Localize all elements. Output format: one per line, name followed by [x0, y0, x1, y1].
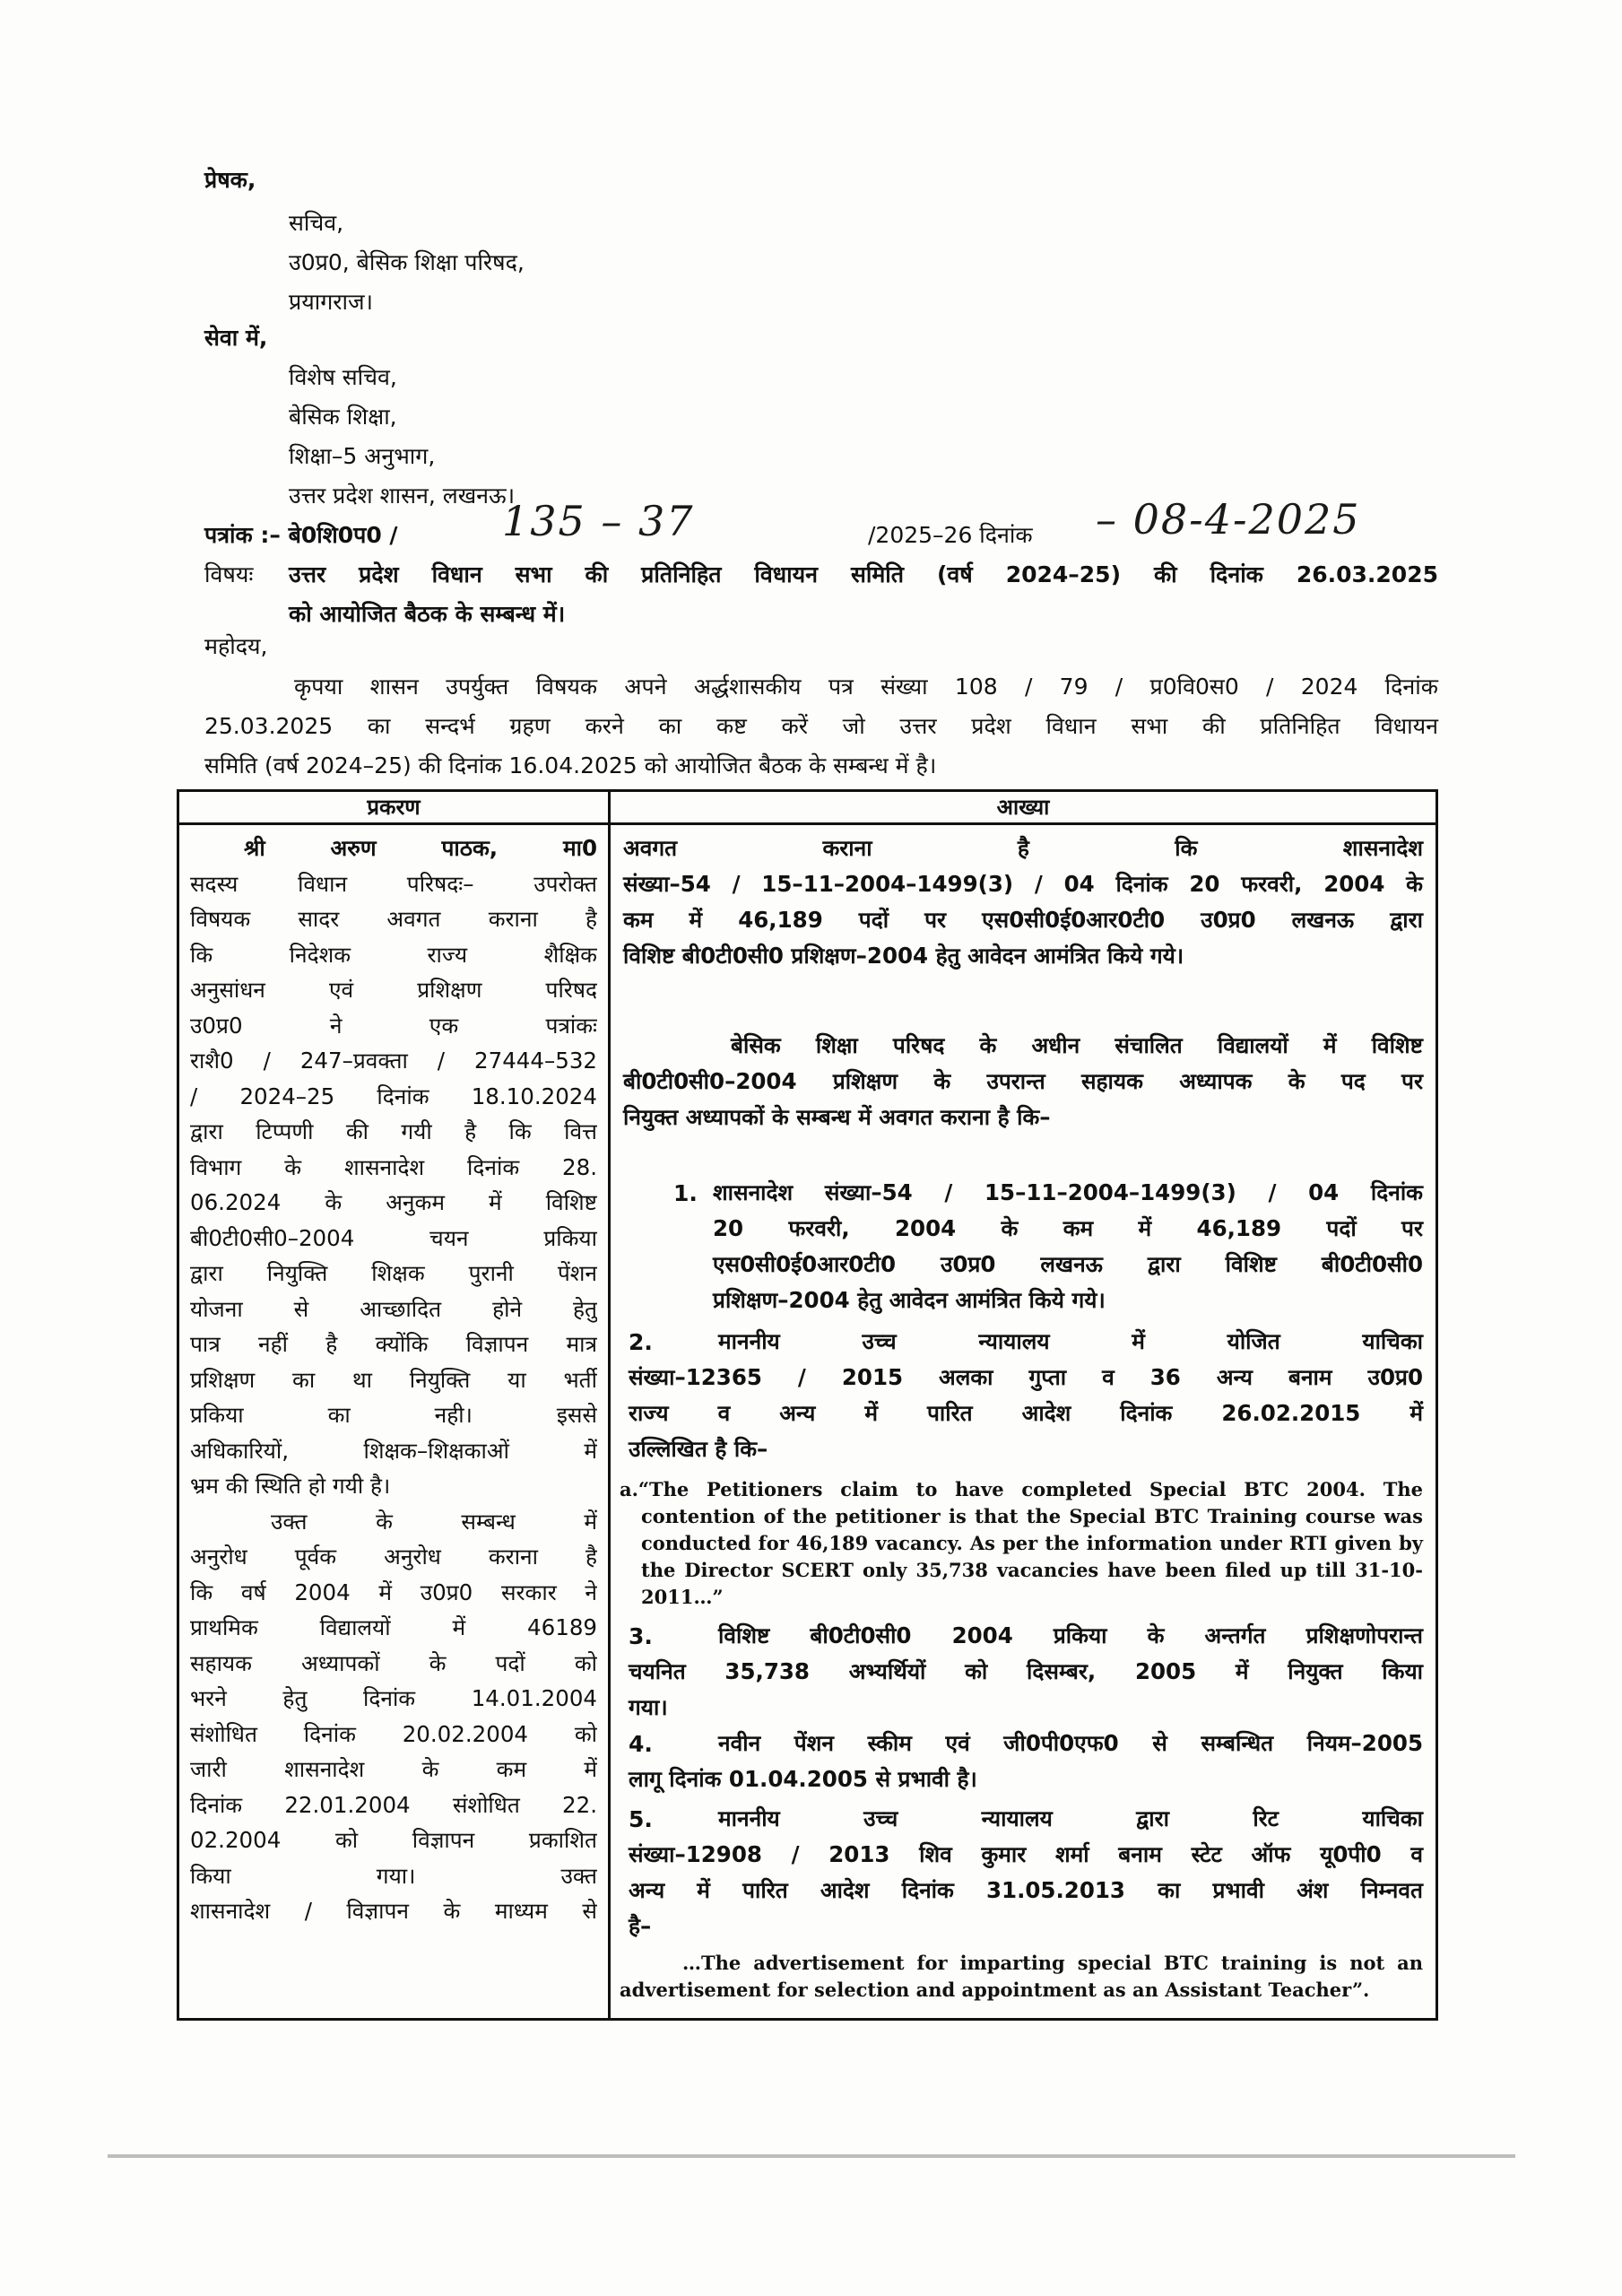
- item-2-line: राज्य व अन्य में पारित आदेश दिनांक 26.02.2015 में: [629, 1400, 1423, 1426]
- prakaran-line: उक्त के सम्बन्ध में: [271, 1508, 597, 1535]
- quote-a-line: contention of the petitioner is that the Special BTC Training course was: [641, 1505, 1423, 1527]
- item-2-number: 2.: [629, 1329, 653, 1355]
- prakaran-line: सहायक अध्यापकों के पदों को: [190, 1649, 597, 1676]
- item-2-line: उल्लिखित है कि–: [629, 1436, 768, 1462]
- item-1-number: 1.: [673, 1180, 698, 1206]
- aakhya-line: विशिष्ट बी0टी0सी0 प्रशिक्षण–2004 हेतु आवेदन आमंत्रित किये गये।: [623, 943, 1184, 969]
- salutation: महोदय,: [204, 633, 268, 659]
- quote-a-line: a.“The Petitioners claim to have completed Special BTC 2004. The: [620, 1478, 1423, 1500]
- prakaran-line: दिनांक 22.01.2004 संशोधित 22.: [190, 1791, 597, 1818]
- sender-line-2: उ0प्र0, बेसिक शिक्षा परिषद,: [289, 249, 525, 275]
- item-1-line: प्रशिक्षण–2004 हेतु आवेदन आमंत्रित किये गये।: [713, 1287, 1106, 1313]
- ref-prefix: पत्रांक :– बे0शि0प0 /: [204, 522, 398, 548]
- page-bottom-rule: [108, 2154, 1515, 2158]
- aakhya-line: संख्या–54 / 15–11–2004–1499(3) / 04 दिनांक 20 फरवरी, 2004 के: [623, 871, 1423, 897]
- prakaran-line: भरने हेतु दिनांक 14.01.2004: [190, 1685, 597, 1711]
- item-4-line: लागू दिनांक 01.04.2005 से प्रभावी है।: [629, 1766, 977, 1792]
- item-5-line: माननीय उच्च न्यायालय द्वारा रिट याचिका: [718, 1805, 1423, 1831]
- recipient-line-4: उत्तर प्रदेश शासन, लखनऊ।: [289, 483, 516, 509]
- aakhya-line: कम में 46,189 पदों पर एस0सी0ई0आर0टी0 उ0प्र0 लखनऊ द्वारा: [623, 907, 1423, 933]
- item-3-line: चयनित 35,738 अभ्यर्थियों को दिसम्बर, 2005 में नियुक्त किया: [629, 1658, 1423, 1684]
- quote-a-line: conducted for 46,189 vacancy. As per the information under RTI given by: [641, 1532, 1423, 1554]
- recipient-line-2: बेसिक शिक्षा,: [289, 404, 397, 430]
- subject-line-2: को आयोजित बैठक के सम्बन्ध में।: [289, 601, 566, 627]
- aakhya-cell: [610, 824, 1437, 2020]
- prakaran-text: [179, 825, 608, 1929]
- prakaran-line: विषयक सादर अवगत कराना है: [190, 906, 597, 932]
- quote-a-line: the Director SCERT only 35,738 vacancies have been filed up till 31-10-: [641, 1559, 1423, 1581]
- recipient-line-3: शिक्षा–5 अनुभाग,: [289, 443, 436, 469]
- sender-line-3: प्रयागराज।: [289, 289, 374, 315]
- prakaran-line: प्रशिक्षण का था नियुक्ति या भर्ती: [190, 1366, 597, 1393]
- item-1: [713, 1175, 1423, 1318]
- item-5-line: संख्या–12908 / 2013 शिव कुमार शर्मा बनाम स्टेट ऑफ यू0पी0 व: [629, 1841, 1423, 1867]
- prakaran-line: विभाग के शासनादेश दिनांक 28.: [190, 1153, 597, 1180]
- aakhya-para-2: [623, 1028, 1423, 1135]
- intro-line: समिति (वर्ष 2024–25) की दिनांक 16.04.2025 को आयोजित बैठक के सम्बन्ध में है।: [204, 752, 937, 778]
- aakhya-line: अवगत कराना है कि शासनादेश: [623, 835, 1423, 861]
- item-1-line: 20 फरवरी, 2004 के कम में 46,189 पदों पर: [713, 1215, 1423, 1241]
- item-3-number: 3.: [629, 1623, 653, 1649]
- prakaran-line: संशोधित दिनांक 20.02.2004 को: [190, 1720, 597, 1747]
- header-aakhya: आख्या: [610, 791, 1437, 824]
- prakaran-line: शासनादेश / विज्ञापन के माध्यम से: [190, 1898, 597, 1924]
- subject-line-1: उत्तर प्रदेश विधान सभा की प्रतिनिहित विधायन समिति (वर्ष 2024–25) की दिनांक 26.03.2025: [289, 561, 1438, 587]
- aakhya-line: बेसिक शिक्षा परिषद के अधीन संचालित विद्यालयों में विशिष्ट: [731, 1032, 1423, 1058]
- ref-handwritten-number: 135 – 37: [502, 497, 695, 545]
- prakaran-line: बी0टी0सी0–2004 चयन प्रकिया: [190, 1224, 597, 1251]
- prakaran-line: कि वर्ष 2004 में उ0प्र0 सरकार ने: [190, 1578, 597, 1605]
- aakhya-line: बी0टी0सी0–2004 प्रशिक्षण के उपरान्त सहायक अध्यापक के पद पर: [623, 1068, 1423, 1094]
- prakaran-cell: [178, 824, 610, 2020]
- ref-handwritten-date: – 08-4-2025: [1096, 495, 1361, 544]
- recipient-line-1: विशेष सचिव,: [289, 364, 397, 390]
- prakaran-line: किया गया। उक्त: [190, 1862, 597, 1889]
- prakaran-line: भ्रम की स्थिति हो गयी है।: [190, 1473, 391, 1499]
- item-3-line: विशिष्ट बी0टी0सी0 2004 प्रकिया के अन्तर्गत प्रशिक्षणोपरान्त: [718, 1622, 1423, 1648]
- prakaran-line: अनुसांधन एवं प्रशिक्षण परिषद: [190, 977, 597, 1003]
- sender-label: प्रेषक,: [204, 167, 256, 193]
- prakaran-line: पात्र नहीं है क्योंकि विज्ञापन मात्र: [190, 1331, 597, 1357]
- recipient-label: सेवा में,: [204, 325, 268, 351]
- item-1-line: शासनादेश संख्या–54 / 15–11–2004–1499(3) / 04 दिनांक: [713, 1179, 1423, 1205]
- item-4: [629, 1726, 1423, 1797]
- aakhya-line: नियुक्त अध्यापकों के सम्बन्ध में अवगत कराना है कि–: [623, 1104, 1051, 1130]
- prakaran-line: उ0प्र0 ने एक पत्रांकः: [190, 1012, 597, 1039]
- prakaran-line: द्वारा टिप्पणी की गयी है कि वित्त: [190, 1118, 597, 1144]
- item-4-number: 4.: [629, 1731, 653, 1757]
- prakaran-line: अधिकारियों, शिक्षक–शिक्षकाओं में: [190, 1437, 597, 1464]
- prakaran-line: जारी शासनादेश के कम में: [190, 1756, 597, 1782]
- prakaran-line: द्वारा नियुक्ति शिक्षक पुरानी पेंशन: [190, 1260, 597, 1286]
- intro-line: कृपया शासन उपर्युक्त विषयक अपने अर्द्धशासकीय पत्र संख्या 108 / 79 / प्र0वि0स0 / 2024 दिनांक: [294, 674, 1438, 700]
- sender-line-1: सचिव,: [289, 210, 344, 236]
- item-5-line: है–: [629, 1913, 652, 1939]
- aakhya-intro: [623, 831, 1423, 974]
- ref-year: /2025–26 दिनांक: [868, 522, 1033, 548]
- subject-label: विषयः: [204, 561, 254, 587]
- item-2-line: माननीय उच्च न्यायालय में योजित याचिका: [718, 1328, 1423, 1354]
- prakaran-line: / 2024–25 दिनांक 18.10.2024: [190, 1083, 597, 1109]
- prakaran-line: 02.2004 को विज्ञापन प्रकाशित: [190, 1827, 597, 1853]
- item-4-line: नवीन पेंशन स्कीम एवं जी0पी0एफ0 से सम्बन्धित नियम–2005: [718, 1730, 1423, 1756]
- report-table: [177, 789, 1438, 2021]
- prakaran-line: अनुरोध पूर्वक अनुरोध कराना है: [190, 1544, 597, 1570]
- item-5: [629, 1801, 1423, 1944]
- item-5-number: 5.: [629, 1806, 653, 1832]
- prakaran-line: कि निदेशक राज्य शैक्षिक: [190, 941, 597, 968]
- prakaran-line: प्रकिया का नही। इससे: [190, 1402, 597, 1428]
- item-2: [629, 1324, 1423, 1467]
- intro-line: 25.03.2025 का सन्दर्भ ग्रहण करने का कष्ट करें जो उत्तर प्रदेश विधान सभा की प्रतिनिहित विधायन: [204, 713, 1438, 739]
- intro-paragraph: [204, 667, 1438, 786]
- prakaran-line: सदस्य विधान परिषदः– उपरोक्त: [190, 870, 597, 897]
- quote-a-line: 2011…”: [641, 1586, 724, 1608]
- item-5-line: अन्य में पारित आदेश दिनांक 31.05.2013 का प्रभावी अंश निम्नवत: [629, 1877, 1423, 1903]
- quote-b: [620, 1950, 1423, 2004]
- header-prakaran: प्रकरण: [178, 791, 610, 824]
- prakaran-line: राशै0 / 247–प्रवक्ता / 27444–532: [190, 1048, 597, 1074]
- quote-b-line: advertisement for selection and appointment as an Assistant Teacher”.: [620, 1979, 1370, 2001]
- prakaran-line: श्री अरुण पाठक, मा0: [244, 835, 597, 861]
- quote-a: [620, 1476, 1423, 1611]
- prakaran-line: प्राथमिक विद्यालयों में 46189: [190, 1614, 597, 1640]
- item-1-line: एस0सी0ई0आर0टी0 उ0प्र0 लखनऊ द्वारा विशिष्ट बी0टी0सी0: [713, 1251, 1423, 1277]
- prakaran-line: योजना से आच्छादित होने हेतु: [190, 1295, 597, 1322]
- item-3: [629, 1618, 1423, 1726]
- quote-b-line: …The advertisement for imparting special BTC training is not an: [682, 1952, 1423, 1974]
- item-2-line: संख्या–12365 / 2015 अलका गुप्ता व 36 अन्य बनाम उ0प्र0: [629, 1364, 1423, 1390]
- item-3-line: गया।: [629, 1694, 668, 1720]
- prakaran-line: 06.2024 के अनुकम में विशिष्ट: [190, 1189, 597, 1215]
